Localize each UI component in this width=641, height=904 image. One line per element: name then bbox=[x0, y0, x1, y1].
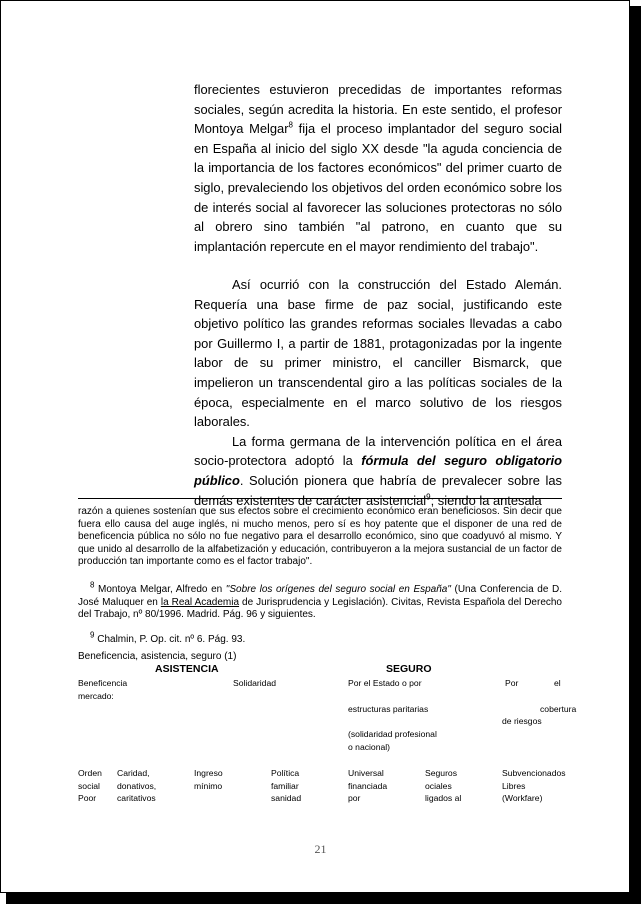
cell-solidaridad: Solidaridad bbox=[233, 678, 276, 688]
cell-por: Por bbox=[505, 678, 519, 688]
text-run: ; siendo la antesala bbox=[430, 492, 542, 508]
text-run: . Solución pionera que habría de prevalecer sobre las demás existentes de carácter asistencial bbox=[194, 472, 562, 508]
text-run: Beneficencia bbox=[78, 678, 128, 688]
cell-solidaridad-profesional bbox=[348, 728, 437, 753]
text-run: (Una Conferencia de D. José Maluquer en bbox=[78, 584, 562, 608]
text-run: mercado: bbox=[78, 690, 114, 701]
text-run: florecientes estuvieron precedidas de importantes reformas sociales, según acredita la historia. En este sentido, el profesor Montoya Melgar bbox=[194, 82, 562, 137]
text-run: Libres bbox=[502, 780, 526, 791]
footnote-number: 9 bbox=[90, 630, 95, 640]
text-run: ligados al bbox=[425, 793, 462, 804]
text-run: Seguros bbox=[425, 768, 458, 778]
text-run: Universal bbox=[348, 768, 384, 778]
cell-el: el bbox=[554, 678, 561, 688]
text-run: de Jurisprudencia y Legislación). Civitas, Revista Española del Derecho del Trabajo, nº 80/1996. Madrid. Pág. 96 y siguientes. bbox=[78, 596, 562, 621]
text-run: Subvencionados bbox=[502, 768, 566, 778]
text-run: por bbox=[348, 793, 361, 804]
text-run: donativos, bbox=[117, 780, 157, 791]
header-seguro: SEGURO bbox=[386, 663, 432, 675]
col-subvencionados bbox=[502, 767, 566, 805]
col-ingreso bbox=[194, 767, 223, 792]
footnote-separator bbox=[78, 498, 562, 499]
col-politica bbox=[271, 767, 301, 805]
cell-estado: Por el Estado o por bbox=[348, 678, 422, 688]
footnote-9 bbox=[78, 630, 562, 647]
header-asistencia: ASISTENCIA bbox=[155, 663, 219, 675]
text-run: Orden bbox=[78, 768, 102, 778]
text-run: social bbox=[78, 780, 100, 791]
text-run: La forma germana de la intervención política en el área socio-protectora adoptó la bbox=[194, 433, 562, 469]
text-run: (Workfare) bbox=[502, 793, 543, 804]
col-orden bbox=[78, 767, 102, 805]
footnote-number: 8 bbox=[90, 580, 95, 590]
footnote-8 bbox=[78, 580, 562, 622]
text-run: familiar bbox=[271, 780, 299, 791]
text-run: ociales bbox=[425, 780, 452, 791]
cell-estructuras: estructuras paritarias bbox=[348, 704, 429, 714]
cell-cobertura: cobertura bbox=[540, 704, 577, 714]
footnote-ref-8: 8 bbox=[288, 120, 293, 130]
text-run: caritativos bbox=[117, 793, 156, 804]
col-caridad bbox=[117, 767, 156, 805]
col-seguros bbox=[425, 767, 461, 805]
page-shadow-bottom bbox=[6, 893, 641, 904]
emphasis-text: fórmula del seguro obligatorio público bbox=[194, 453, 562, 488]
text-run: sanidad bbox=[271, 793, 302, 804]
cell-beneficencia bbox=[78, 677, 127, 702]
text-run: Política bbox=[271, 768, 300, 778]
page-number: 21 bbox=[314, 842, 327, 856]
text-run: razón a quienes sostenían que sus efectos sobre el crecimiento económico eran beneficiosos. Sin decir que fuera ello causa del auge inglés, ni mucho menos, pero sí es hoy patente que el disponer de una red de beneficencia pública no sólo no fue negativo para el desarrollo económico, sino que coadyuvó al mismo. Y que unido al desarrollo de la alfabetización y educación, contribuyeron a la mejora sustancial de un factor de producción tan importante como es el factor trabajo". bbox=[78, 506, 562, 568]
text-run: Poor bbox=[78, 793, 97, 804]
table-title: Beneficencia, asistencia, seguro (1) bbox=[78, 651, 237, 662]
text-run: Chalmin, P. Op. cit. nº 6. Pág. 93. bbox=[94, 634, 246, 645]
emphasis-text: "Sobre los orígenes del seguro social en España" bbox=[225, 584, 451, 595]
text-run: financiada bbox=[348, 780, 388, 791]
text-run: o nacional) bbox=[348, 741, 391, 752]
footnote-ref-9: 9 bbox=[426, 492, 431, 502]
text-run: Ingreso bbox=[194, 768, 223, 778]
text-run: mínimo bbox=[194, 780, 223, 791]
body-paragraph-2 bbox=[194, 275, 562, 510]
underlined-text: la Real Academia bbox=[160, 596, 240, 608]
text-run: Así ocurrió con la construcción del Estado Alemán. Requería una base firme de paz social, justificando este objetivo político las grandes reformas sociales llevadas a cabo por Guillermo I, a partir de 1881, protagonizadas por la ingente labor de su primer ministro, el canciller Bismarck, que impelieron un transcendental giro a las políticas sociales de la época, especialmente en el marco solutivo de los riesgos laborales. bbox=[194, 277, 562, 430]
text-run: Caridad, bbox=[117, 768, 150, 778]
text-run: Montoya Melgar, Alfredo en bbox=[94, 584, 226, 595]
body-paragraph-1 bbox=[194, 80, 562, 256]
text-run: (solidaridad profesional bbox=[348, 729, 437, 739]
col-universal bbox=[348, 767, 387, 805]
text-run: fija el proceso implantador del seguro social en España al inicio del siglo XX desde "la aguda conciencia de la importancia de los factores económicos" del primer cuarto de siglo, prevaleciendo los objetivos del orden económico sobre los de interés social al favorecer las soluciones protectoras no sólo al obrero sino también "al patrono, en cuanto que su implantación repercute en el mayor rendimiento del trabajo". bbox=[194, 121, 562, 254]
cell-riesgos: de riesgos bbox=[502, 716, 542, 726]
footnote-continuation bbox=[78, 506, 562, 569]
page-shadow-right bbox=[630, 6, 641, 904]
